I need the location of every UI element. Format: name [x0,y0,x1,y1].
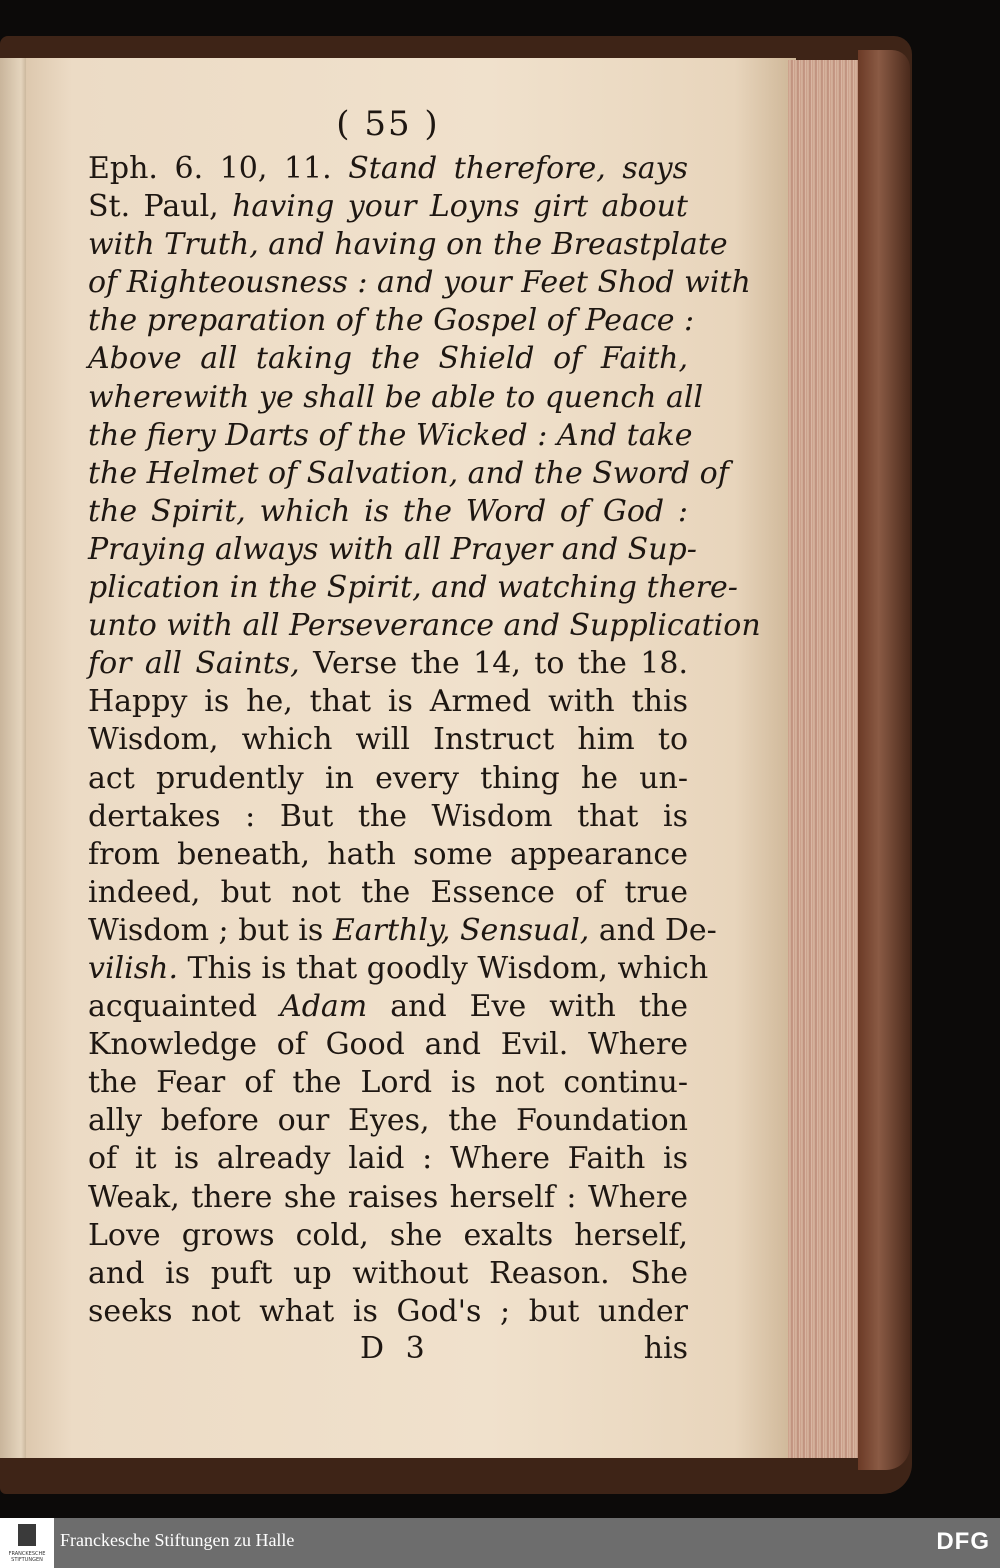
page-number: ( 55 ) [336,104,440,144]
text-line [88,1140,688,1178]
text-line [88,1179,688,1217]
text-line [88,1026,688,1064]
text-line [88,645,688,683]
line-italic: for all Saints, [88,646,314,682]
line-roman: of it is already laid : Where Faith is [88,1141,688,1177]
line-italic: the preparation of the Gospel of Peace : [88,303,695,339]
text-line [88,531,697,569]
line-roman: acquainted [88,989,281,1025]
text-line [88,226,728,264]
text-line [88,188,688,226]
text-line [88,1293,688,1331]
dfg-logo[interactable]: DFG [936,1528,990,1555]
line-roman: This is that goodly Wisdom, which [187,950,709,986]
text-line [88,607,761,645]
text-line [88,1102,688,1140]
text-line [88,836,688,874]
line-italic: Earthly, Sensual, [332,912,599,948]
text-line [88,417,693,455]
institution-name[interactable]: Franckesche Stiftungen zu Halle [60,1530,295,1550]
page-footer [88,1331,688,1371]
signature-mark: D 3 [360,1330,431,1366]
line-italic: the Spirit, which is the Word of God : [88,493,688,529]
text-line [88,760,688,798]
line-roman: the Fear of the Lord is not continu- [88,1065,688,1101]
institution-logo[interactable] [0,1518,54,1568]
line-roman: Knowledge of Good and Evil. Where [88,1027,688,1063]
line-roman: act prudently in every thing he un- [88,760,688,796]
text-line [88,302,695,340]
text-line [88,264,751,302]
line-roman: seeks not what is God's ; but under [88,1293,688,1329]
line-roman: and is puft up without Reason. She [88,1255,688,1291]
page-text [88,104,761,1371]
text-line [88,1064,688,1102]
line-roman: from beneath, hath some appearance [88,836,688,872]
logo-text: FRANCKESCHE STIFTUNGEN [8,1551,46,1563]
text-line [88,340,688,378]
text-line [88,988,688,1026]
line-italic: Above all taking the Shield of Faith, [88,341,688,377]
line-italic: vilish. [88,950,188,986]
line-roman: indeed, but not the Essence of true [88,874,688,910]
line-roman: St. Paul, [88,189,233,225]
text-line [88,912,717,950]
line-roman: dertakes : But the Wisdom that is [88,798,688,834]
line-roman: ally before our Eyes, the Foundation [88,1103,688,1139]
book-spine-edge [858,50,910,1470]
line-italic: of Righteousness : and your Feet Shod with [88,265,751,301]
line-italic: Praying always with all Prayer and Sup- [88,531,697,567]
line-roman: Weak, there she raises herself : Where [88,1179,688,1215]
text-line [88,569,738,607]
line-italic: plication in the Spirit, and watching there- [88,570,738,606]
line-roman: Wisdom ; but is [88,912,333,948]
line-roman: Verse the 14, to the 18. [313,646,688,682]
line-roman: and Eve with the [390,989,688,1025]
line-italic: wherewith ye shall be able to quench all [88,379,704,415]
line-roman: Eph. 6. 10, 11. [88,151,349,186]
line-italic: the Helmet of Salvation, and the Sword of [88,455,729,491]
line-italic: Stand therefore, [348,151,623,186]
line-italic: unto with all Perseverance and Supplication [88,608,761,644]
page-fore-edge [788,60,860,1458]
text-line [88,1255,688,1293]
line-roman: and De- [598,912,717,948]
text-line [88,493,688,531]
line-roman: Happy is he, that is Armed with this [88,684,688,720]
line-italic: with Truth, and having on the Breastplate [88,227,728,263]
line-italic: Adam [280,989,391,1025]
line-roman: Wisdom, which will Instruct him to [88,722,688,758]
text-line [88,1217,688,1255]
text-line [88,721,688,759]
catchword: his [643,1330,688,1366]
text-line [88,455,729,493]
text-line [88,683,688,721]
line-italic: says [622,151,688,186]
line-italic: having your Loyns girt about [232,189,688,225]
text-line [88,874,688,912]
line-italic: the fiery Darts of the Wicked : And take [88,417,693,453]
text-line [88,150,688,188]
text-line [88,950,709,988]
line-roman: Love grows cold, she exalts herself, [88,1217,688,1253]
text-line [88,798,688,836]
building-icon [18,1524,36,1546]
text-line [88,379,704,417]
